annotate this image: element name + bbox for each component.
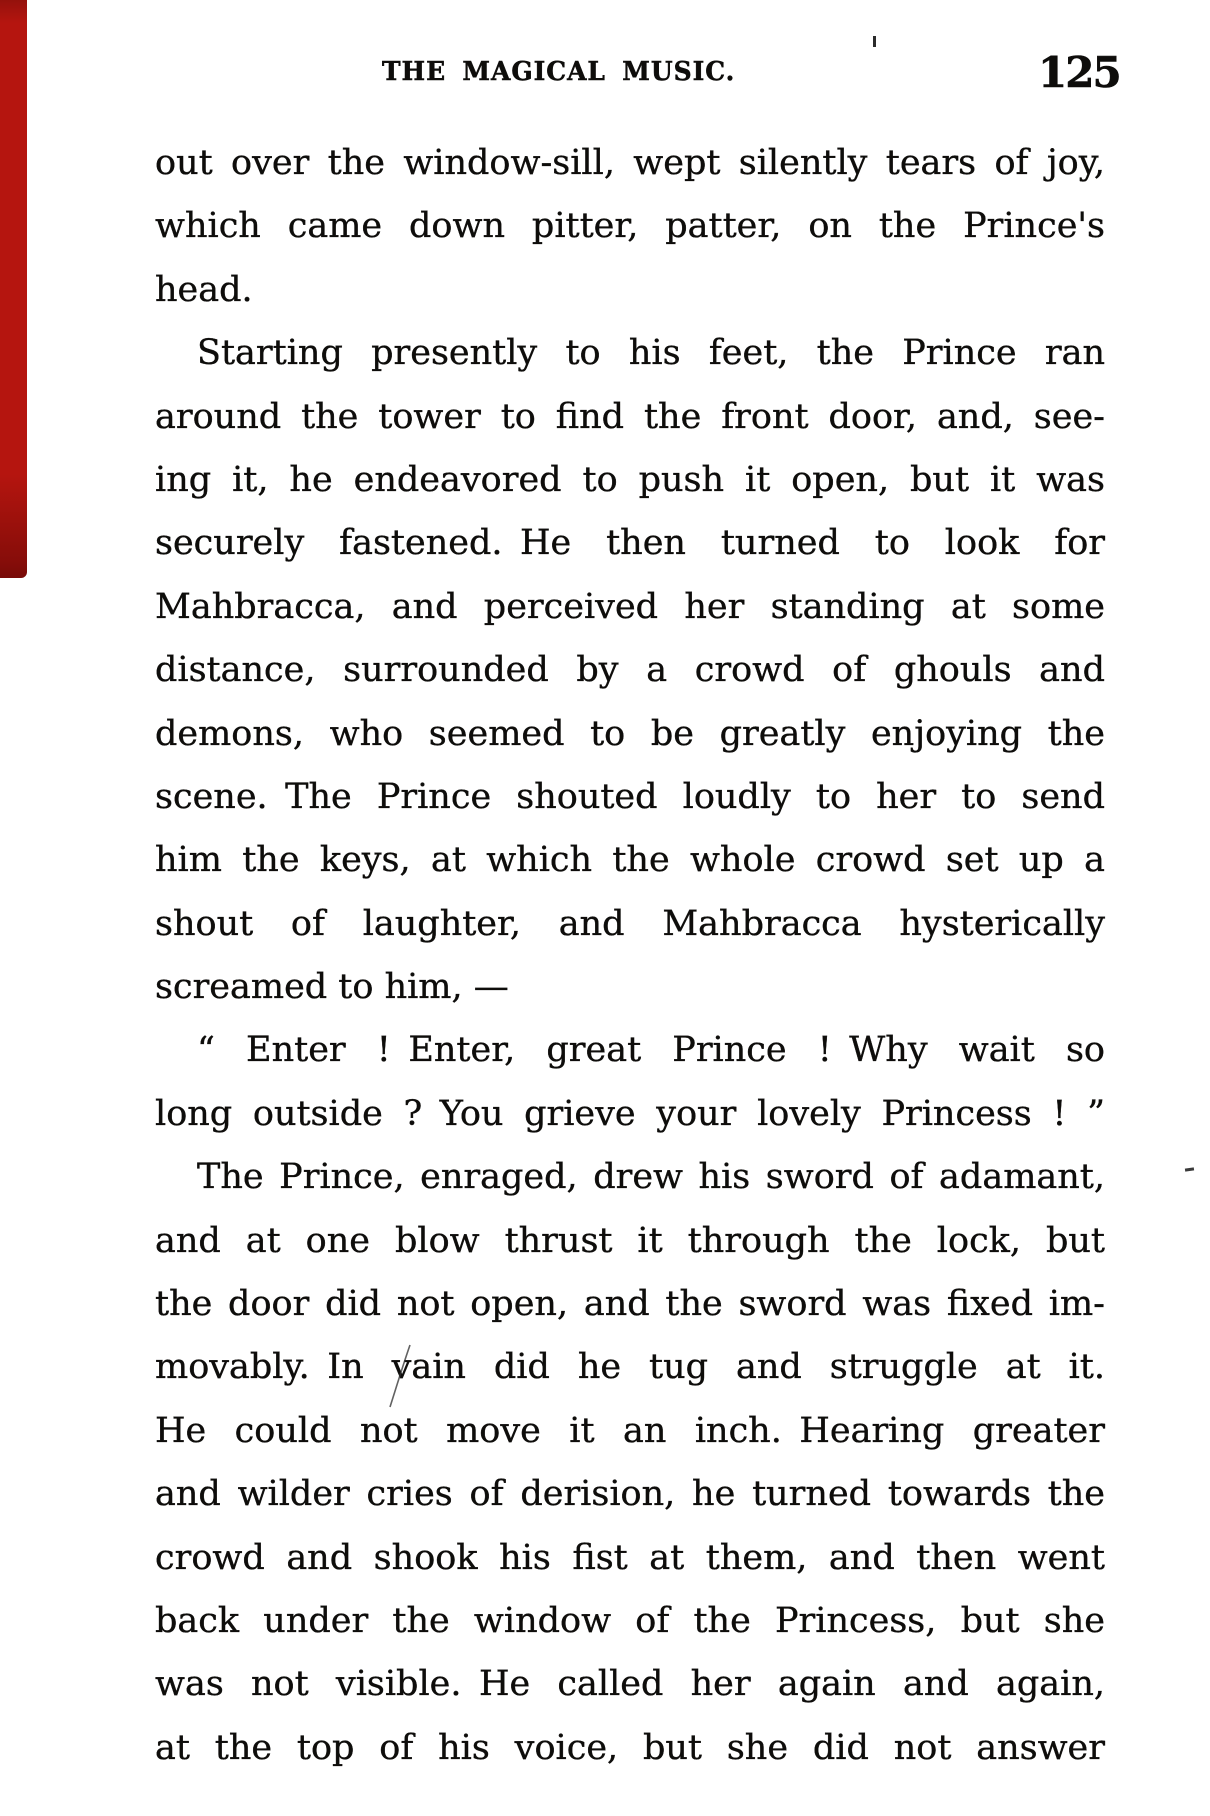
text-line: around the tower to find the front door, and, see- [155, 396, 1105, 437]
text-line: “ Enter ! Enter, great Prince ! Why wait so [197, 1030, 1105, 1071]
text-line: shout of laughter, and Mahbracca hysterically [155, 903, 1105, 944]
text-line: Starting presently to his feet, the Prince ran [197, 333, 1105, 374]
page-body-text [155, 132, 1105, 1780]
text-line: He could not move it an inch. Hearing greater [155, 1410, 1105, 1451]
scan-edge-artifact [0, 0, 27, 578]
text-line: movably. In vain did he tug and struggle at it. [155, 1347, 1105, 1388]
text-line: distance, surrounded by a crowd of ghouls and [155, 650, 1105, 691]
text-line: securely fastened. He then turned to look for [155, 523, 1105, 564]
ink-dash-mark [1185, 1167, 1194, 1171]
text-line: the door did not open, and the sword was fixed im- [155, 1284, 1105, 1325]
ink-scratch-mark [388, 1343, 412, 1409]
text-line: ing it, he endeavored to push it open, but it was [155, 459, 1105, 500]
text-line: screamed to him, — [155, 967, 509, 1008]
text-line: crowd and shook his fist at them, and then went [155, 1537, 1105, 1578]
text-line: him the keys, at which the whole crowd set up a [155, 840, 1105, 881]
text-line: head. [155, 269, 253, 310]
text-line: and at one blow thrust it through the lock, but [155, 1220, 1105, 1261]
text-line: was not visible. He called her again and again, [155, 1664, 1105, 1705]
running-head-title: THE MAGICAL MUSIC. [382, 57, 736, 87]
text-line: at the top of his voice, but she did not answer [155, 1727, 1105, 1768]
text-line: The Prince, enraged, drew his sword of adamant, [197, 1157, 1105, 1198]
text-line: long outside ? You grieve your lovely Princess ! ” [155, 1093, 1105, 1134]
text-line: and wilder cries of derision, he turned towards the [155, 1474, 1105, 1515]
ink-tick-mark [873, 36, 876, 47]
text-line: Mahbracca, and perceived her standing at some [155, 586, 1105, 627]
text-line: back under the window of the Princess, but she [155, 1600, 1105, 1641]
text-line: demons, who seemed to be greatly enjoying the [155, 713, 1105, 754]
text-line: out over the window-sill, wept silently tears of joy, [155, 143, 1105, 183]
text-line: which came down pitter, patter, on the Prince's [155, 206, 1105, 247]
text-line: scene. The Prince shouted loudly to her to send [155, 776, 1105, 817]
page-number: 125 [1038, 48, 1120, 97]
